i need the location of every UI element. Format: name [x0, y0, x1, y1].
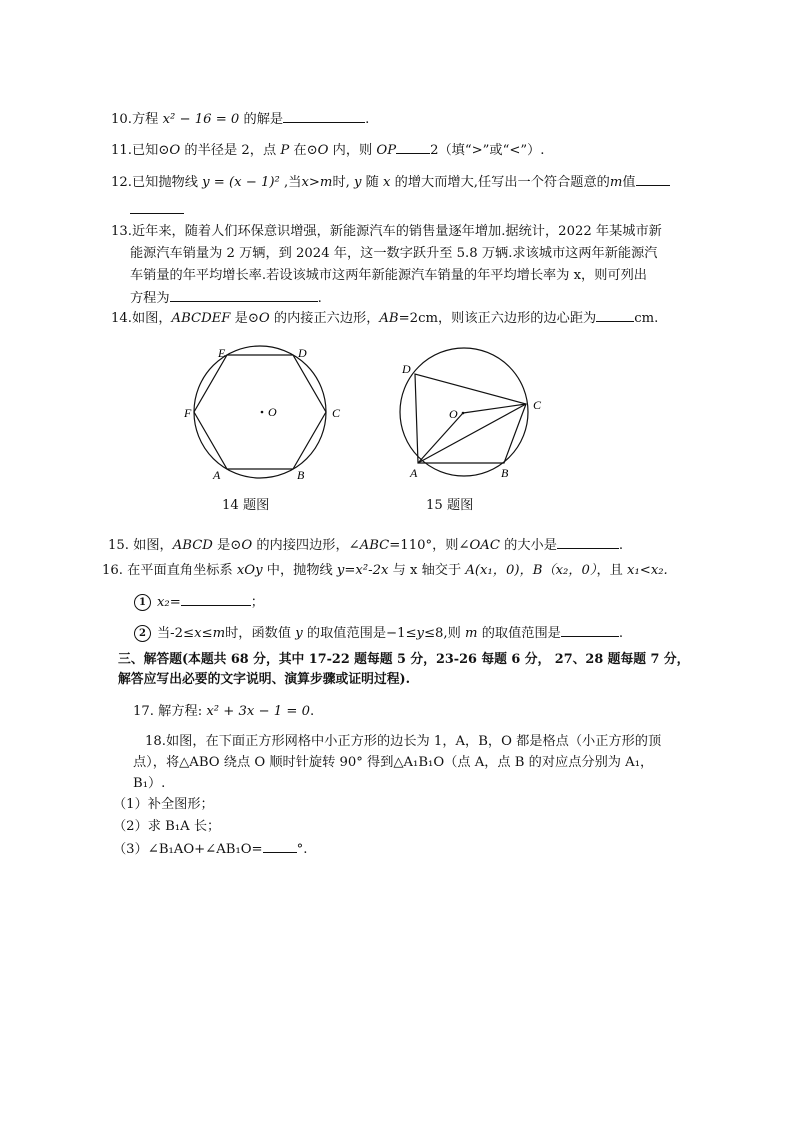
figure-14-caption: 14 题图	[222, 498, 270, 513]
question-number: 10.	[111, 112, 132, 127]
equation: y = (x − 1)²	[202, 175, 280, 190]
figure-15-caption: 15 题图	[426, 498, 474, 513]
answer-blank[interactable]	[396, 140, 430, 154]
answer-blank[interactable]	[561, 623, 619, 637]
hexagon-abcdef	[194, 355, 326, 469]
label-o: O	[268, 405, 277, 419]
question-16: 16. 在平面直角坐标系 xOy 中，抛物线 y=x²-2x 与 x 轴交于 A(x₁，0)，B（x₂，0），且 x₁<x₂.	[102, 563, 668, 578]
label-b: B	[297, 468, 305, 482]
label-b: B	[501, 466, 509, 480]
answer-blank[interactable]	[181, 592, 251, 606]
question-17: 17. 解方程: x² + 3x − 1 = 0.	[133, 704, 315, 719]
label-a: A	[213, 468, 221, 482]
question-10: 10.方程 x² − 16 = 0 的解是 .	[111, 109, 369, 129]
question-16-part-1: 1 x₂= ；	[134, 592, 264, 612]
label-e: E	[218, 346, 226, 360]
answer-blank[interactable]	[170, 288, 318, 302]
question-14: 14.如图，ABCDEF 是⊙O 的内接正六边形，AB=2cm，则该正六边形的边心距为 cm.	[111, 308, 658, 328]
answer-blank[interactable]	[557, 535, 619, 549]
circle-o	[194, 346, 326, 478]
answer-blank[interactable]	[263, 839, 297, 853]
figure-14-hexagon	[180, 340, 350, 490]
question-18: 18.如图，在下面正方形网格中小正方形的边长为 1，A，B，O 都是格点（小正方形的顶	[145, 734, 662, 749]
answer-blank[interactable]	[596, 308, 634, 322]
label-c: C	[332, 406, 341, 420]
question-18-part-3: （3）∠B₁AO+∠AB₁O= °.	[113, 839, 307, 859]
question-18-part-2: （2）求 B₁A 长；	[113, 819, 221, 834]
label-c: C	[533, 398, 542, 412]
circled-number-1: 1	[134, 594, 151, 611]
question-12-continued	[130, 200, 184, 220]
equation: x² − 16 = 0	[162, 112, 240, 127]
label-d: D	[402, 362, 411, 376]
equation: x² + 3x − 1 = 0	[206, 704, 311, 719]
question-18-part-1: （1）补全图形；	[113, 797, 214, 812]
label-d: D	[298, 346, 307, 360]
label-o: O	[449, 407, 458, 421]
question-15: 15. 如图，ABCD 是⊙O 的内接四边形，∠ABC=110°，则∠OAC 的大小是 .	[108, 535, 623, 555]
answer-blank[interactable]	[636, 172, 670, 186]
quadrilateral-abcd	[415, 374, 526, 463]
label-a: A	[410, 466, 418, 480]
center-point	[261, 411, 264, 414]
answer-blank[interactable]	[283, 109, 365, 123]
section-3-heading: 三、解答题(本题共 68 分，其中 17-22 题每题 5 分，23-26 每题 6 分， 27、28 题每题 7 分，	[118, 652, 690, 667]
circle-o	[400, 348, 528, 476]
figure-15-quadrilateral	[392, 340, 557, 490]
answer-blank[interactable]	[130, 200, 184, 214]
segment-ac	[418, 404, 526, 463]
question-13: 13.近年来，随着人们环保意识增强，新能源汽车的销售量逐年增加.据统计，2022 年某城市新	[111, 224, 662, 239]
circled-number-2: 2	[134, 625, 151, 642]
question-12: 12.已知抛物线 y = (x − 1)² ,当x>m时, y 随 x 的增大而增大,任写出一个符合题意的m值	[111, 172, 670, 192]
question-16-part-2: 2 当-2≤x≤m时，函数值 y 的取值范围是−1≤y≤8,则 m 的取值范围是 .	[134, 623, 623, 643]
center-point	[462, 412, 465, 415]
label-f: F	[184, 406, 192, 420]
question-11: 11.已知⊙O 的半径是 2，点 P 在⊙O 内，则 OP 2（填“>”或“<”）.	[111, 140, 545, 160]
